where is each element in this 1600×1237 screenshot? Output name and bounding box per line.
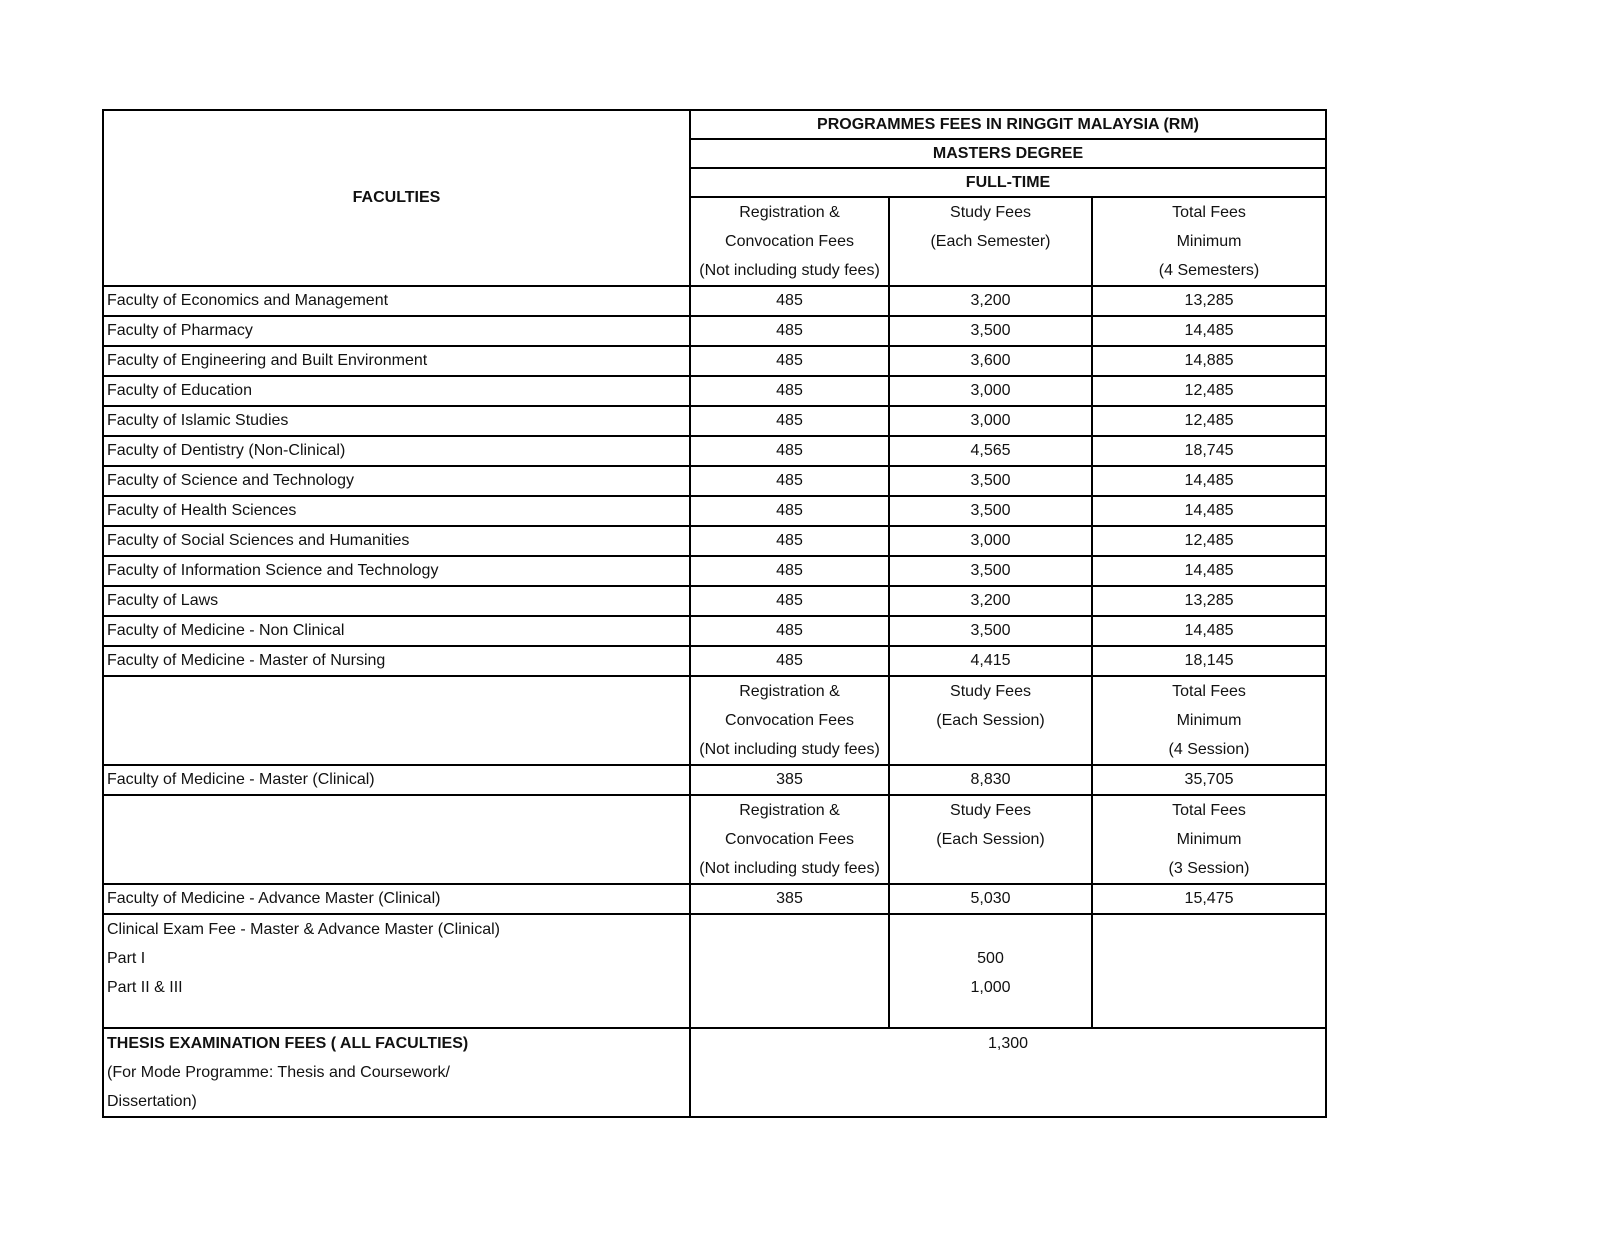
study-fee: 3,500 [889,556,1092,586]
part2-fee: 1,000 [970,979,1011,996]
table-row [103,436,1326,466]
faculty-name: Faculty of Medicine - Master (Clinical) [103,765,690,795]
faculty-name: Faculty of Medicine - Advance Master (Clinical) [103,884,690,914]
col-study-header [889,197,1092,286]
col-registration-header [690,676,889,765]
col-total-header [1092,795,1326,884]
total-fee: 12,485 [1092,406,1326,436]
faculty-name: Faculty of Laws [103,586,690,616]
table-row [103,616,1326,646]
study-fee: 3,200 [889,586,1092,616]
thesis-fee-cell [690,1028,1326,1117]
faculty-name: Faculty of Science and Technology [103,466,690,496]
table-row [103,586,1326,616]
col-header-line: Convocation Fees [725,712,854,729]
total-fee: 14,485 [1092,496,1326,526]
faculty-name: Faculty of Social Sciences and Humanities [103,526,690,556]
total-fee: 14,885 [1092,346,1326,376]
study-fee: 3,500 [889,616,1092,646]
col-total-header [1092,197,1326,286]
col-header-line: Study Fees [950,802,1031,819]
thesis-labels [103,1028,690,1117]
empty-cell [103,676,690,765]
study-fee: 3,000 [889,526,1092,556]
empty-cell [1092,914,1326,1028]
thesis-title: THESIS EXAMINATION FEES ( ALL FACULTIES) [107,1035,469,1052]
thesis-note-line: (For Mode Programme: Thesis and Coursework/ [107,1064,450,1081]
col-header-line: Total Fees [1172,204,1246,221]
faculty-name: Faculty of Engineering and Built Environment [103,346,690,376]
study-fee: 3,500 [889,496,1092,526]
table-row [103,765,1326,795]
faculty-name: Faculty of Education [103,376,690,406]
col-header-line: (Each Semester) [930,233,1051,250]
clinical-exam-title: Clinical Exam Fee - Master & Advance Master (Clinical) [107,921,501,938]
registration-fee: 385 [690,765,889,795]
clinical-exam-row [103,914,1326,1028]
registration-fee: 485 [690,346,889,376]
clinical-exam-fees [889,914,1092,1028]
registration-fee: 485 [690,556,889,586]
table-row [103,286,1326,316]
faculty-name: Faculty of Medicine - Non Clinical [103,616,690,646]
thesis-note-line: Dissertation) [107,1093,197,1110]
study-fee: 3,000 [889,406,1092,436]
col-header-line: Minimum [1176,831,1242,848]
faculty-name: Faculty of Pharmacy [103,316,690,346]
total-fee: 14,485 [1092,616,1326,646]
part2-label: Part II & III [107,979,183,996]
col-header-line: (3 Session) [1168,860,1250,877]
study-fee: 4,565 [889,436,1092,466]
total-fee: 18,745 [1092,436,1326,466]
table-row [103,646,1326,676]
registration-fee: 485 [690,286,889,316]
total-fee: 12,485 [1092,526,1326,556]
col-header-line: (Not including study fees) [699,741,880,758]
registration-fee: 485 [690,526,889,556]
col-header-line: Minimum [1176,712,1242,729]
registration-fee: 485 [690,616,889,646]
registration-fee: 385 [690,884,889,914]
table-row [103,346,1326,376]
thesis-fee: 1,300 [987,1035,1029,1052]
study-fee: 3,200 [889,286,1092,316]
col-header-line: (Not including study fees) [699,860,880,877]
study-fee: 3,600 [889,346,1092,376]
col-header-line: Registration & [739,683,840,700]
faculty-name: Faculty of Islamic Studies [103,406,690,436]
study-fee: 3,500 [889,466,1092,496]
col-header-line: Registration & [739,204,840,221]
mode-title: FULL-TIME [690,168,1326,197]
col-header-line: (4 Semesters) [1158,262,1260,279]
registration-fee: 485 [690,586,889,616]
faculties-header: FACULTIES [103,110,690,286]
col-header-line: (Each Session) [936,831,1045,848]
study-fee: 8,830 [889,765,1092,795]
col-header-line: Study Fees [950,683,1031,700]
col-header-line: (4 Session) [1168,741,1250,758]
clinical-exam-labels [103,914,690,1028]
registration-fee: 485 [690,316,889,346]
total-fee: 14,485 [1092,316,1326,346]
col-study-header [889,795,1092,884]
table-row [103,496,1326,526]
study-fee: 3,000 [889,376,1092,406]
advance-subheader [103,795,1326,884]
col-registration-header [690,197,889,286]
table-row [103,556,1326,586]
total-fee: 13,285 [1092,286,1326,316]
table-row [103,376,1326,406]
total-fee: 15,475 [1092,884,1326,914]
total-fee: 35,705 [1092,765,1326,795]
degree-title: MASTERS DEGREE [690,139,1326,168]
study-fee: 3,500 [889,316,1092,346]
col-header-line: Minimum [1176,233,1242,250]
total-fee: 12,485 [1092,376,1326,406]
registration-fee: 485 [690,496,889,526]
col-total-header [1092,676,1326,765]
part1-label: Part I [107,950,146,967]
registration-fee: 485 [690,436,889,466]
col-study-header [889,676,1092,765]
empty-cell [690,914,889,1028]
fees-table [102,109,1327,1118]
total-fee: 18,145 [1092,646,1326,676]
thesis-row [103,1028,1326,1117]
col-header-line: Total Fees [1172,683,1246,700]
table-row [103,406,1326,436]
total-fee: 14,485 [1092,556,1326,586]
fees-title: PROGRAMMES FEES IN RINGGIT MALAYSIA (RM) [690,110,1326,139]
col-registration-header [690,795,889,884]
table-row [103,884,1326,914]
faculty-name: Faculty of Information Science and Technology [103,556,690,586]
registration-fee: 485 [690,406,889,436]
table-row [103,316,1326,346]
faculty-name: Faculty of Economics and Management [103,286,690,316]
clinical-subheader [103,676,1326,765]
col-header-line: (Not including study fees) [699,262,880,279]
faculty-name: Faculty of Health Sciences [103,496,690,526]
table-row [103,466,1326,496]
empty-cell [103,795,690,884]
study-fee: 5,030 [889,884,1092,914]
col-header-line: (Each Session) [936,712,1045,729]
col-header-line: Convocation Fees [725,831,854,848]
col-header-line: Study Fees [950,204,1031,221]
registration-fee: 485 [690,376,889,406]
registration-fee: 485 [690,466,889,496]
total-fee: 14,485 [1092,466,1326,496]
col-header-line: Convocation Fees [725,233,854,250]
part1-fee: 500 [977,950,1004,967]
faculty-name: Faculty of Medicine - Master of Nursing [103,646,690,676]
table-row [103,526,1326,556]
registration-fee: 485 [690,646,889,676]
faculty-name: Faculty of Dentistry (Non-Clinical) [103,436,690,466]
col-header-line: Registration & [739,802,840,819]
study-fee: 4,415 [889,646,1092,676]
total-fee: 13,285 [1092,586,1326,616]
col-header-line: Total Fees [1172,802,1246,819]
